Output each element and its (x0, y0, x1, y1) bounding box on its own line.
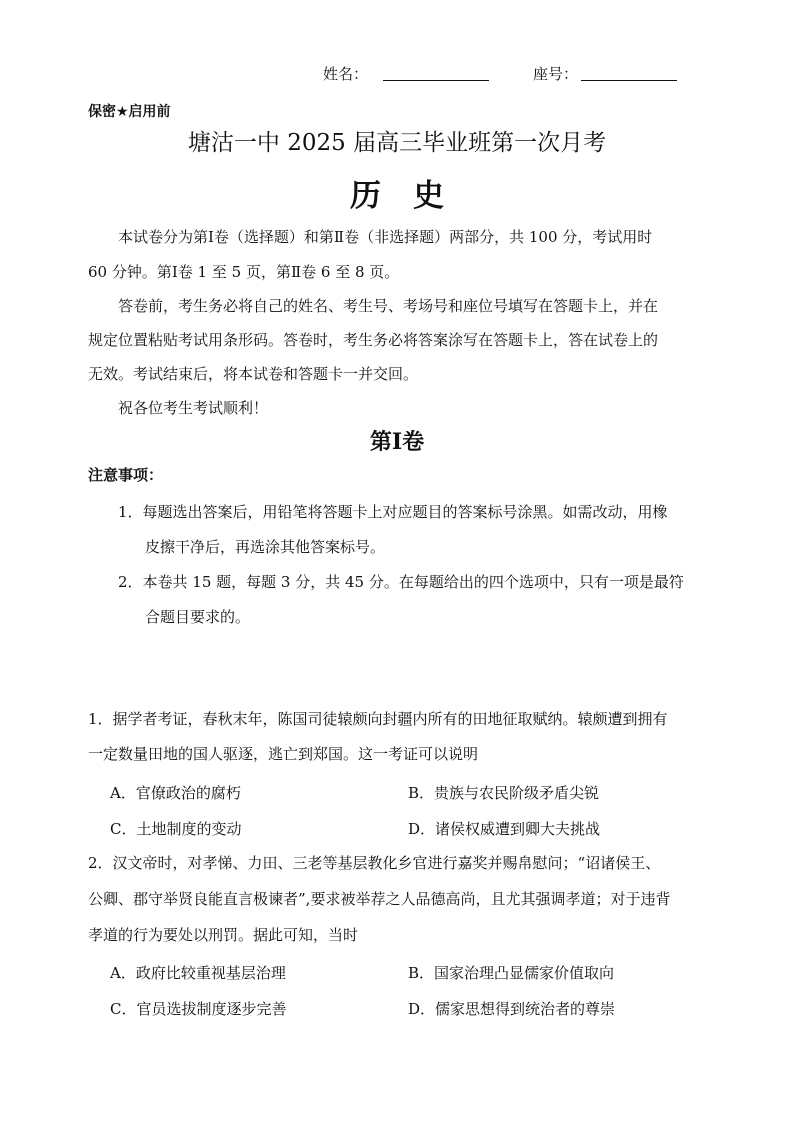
note-1-line2: 皮擦干净后，再选涂其他答案标号。 (145, 538, 386, 556)
intro-p1-line2: 60 分钟。第Ⅰ卷 1 至 5 页，第Ⅱ卷 6 至 8 页。 (88, 263, 400, 281)
q2-option-d: D．儒家思想得到统治者的尊崇 (408, 1000, 616, 1018)
note-2-line2: 合题目要求的。 (145, 608, 251, 626)
confidential-mark: 保密★启用前 (88, 104, 171, 120)
name-label: 姓名： (323, 65, 369, 83)
question-2-line3: 孝道的行为要处以刑罚。据此可知，当时 (88, 926, 359, 944)
question-2-line2: 公卿、郡守举贤良能直言极谏者”,要求被举荐之人品德高尚，且尤其强调孝道；对于违背 (88, 890, 671, 908)
question-1-line1: 1．据学者考证，春秋末年，陈国司徒辕颇向封疆内所有的田地征取赋纳。辕颇遭到拥有 (88, 710, 668, 728)
seat-field[interactable] (581, 80, 677, 81)
q1-option-c: C．土地制度的变动 (110, 820, 242, 838)
exam-title: 塘沽一中 2025 届高三毕业班第一次月考 (187, 130, 607, 156)
notes-heading: 注意事项： (88, 466, 164, 484)
intro-p1-line1: 本试卷分为第Ⅰ卷（选择题）和第Ⅱ卷（非选择题）两部分，共 100 分，考试用时 (118, 228, 653, 246)
q1-option-a: A．官僚政治的腐朽 (110, 784, 241, 802)
note-2-line1: 2．本卷共 15 题，每题 3 分，共 45 分。在每题给出的四个选项中，只有一项是最符 (118, 573, 684, 591)
question-1-line2: 一定数量田地的国人驱逐，逃亡到郑国。这一考证可以说明 (88, 745, 479, 763)
intro-p2-line1: 答卷前，考生务必将自己的姓名、考生号、考场号和座位号填写在答题卡上，并在 (118, 297, 659, 315)
q1-option-b: B．贵族与农民阶级矛盾尖锐 (408, 784, 600, 802)
question-2-line1: 2．汉文帝时，对孝悌、力田、三老等基层教化乡官进行嘉奖并赐帛慰问；“诏诸侯王、 (88, 854, 661, 872)
intro-p2-line2: 规定位置粘贴考试用条形码。答卷时，考生务必将答案涂写在答题卡上，答在试卷上的 (88, 331, 659, 349)
name-field[interactable] (383, 80, 489, 81)
q2-option-c: C．官员选拔制度逐步完善 (110, 1000, 287, 1018)
intro-p3: 祝各位考生考试顺利！ (118, 399, 269, 417)
q2-option-b: B．国家治理凸显儒家价值取向 (408, 964, 615, 982)
q1-option-d: D．诸侯权威遭到卿大夫挑战 (408, 820, 601, 838)
subject-title: 历史 (350, 178, 476, 214)
intro-p2-line3: 无效。考试结束后，将本试卷和答题卡一并交回。 (88, 365, 419, 383)
seat-label: 座号： (533, 65, 579, 83)
section-title: 第Ⅰ卷 (369, 429, 425, 455)
q2-option-a: A．政府比较重视基层治理 (110, 964, 286, 982)
note-1-line1: 1．每题选出答案后，用铅笔将答题卡上对应题目的答案标号涂黑。如需改动，用橡 (118, 503, 668, 521)
